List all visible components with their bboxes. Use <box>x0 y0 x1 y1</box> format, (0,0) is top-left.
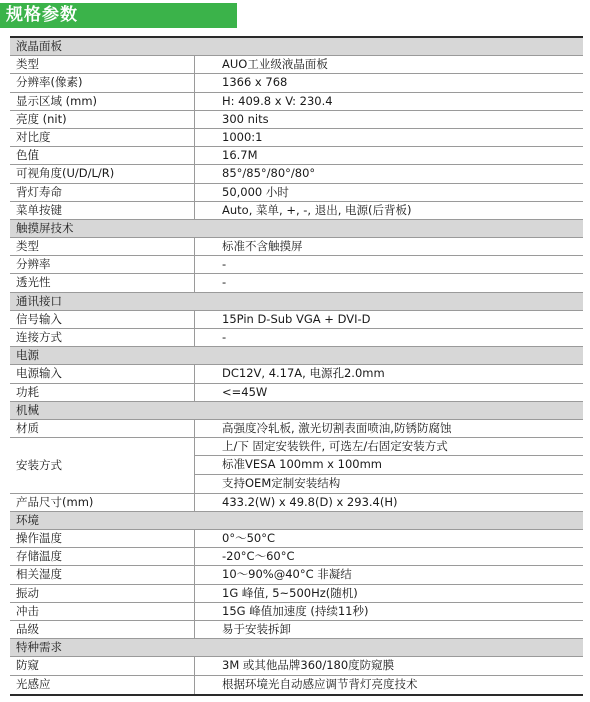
spec-value: 根据环境光自动感应调节背灯亮度技术 <box>222 676 418 691</box>
spec-value: 支持OEM定制安装结构 <box>222 475 341 490</box>
spec-label: 电源输入 <box>10 365 195 382</box>
spec-row <box>10 238 583 256</box>
spec-label: 亮度 (nit) <box>10 111 195 128</box>
spec-row <box>10 438 583 494</box>
spec-label: 材质 <box>10 420 195 437</box>
spec-row <box>10 274 583 292</box>
spec-value: 50,000 小时 <box>222 184 289 199</box>
spec-value: - <box>222 330 227 344</box>
spec-value: 0°～50°C <box>222 531 275 546</box>
spec-label: 分辨率 <box>10 256 195 273</box>
spec-row <box>10 129 583 147</box>
spec-value: - <box>222 257 227 272</box>
section-header: 通讯接口 <box>10 293 583 311</box>
section-header: 触摸屏技术 <box>10 220 583 238</box>
spec-value: 433.2(W) x 49.8(D) x 293.4(H) <box>222 494 398 509</box>
spec-value: 1366 x 768 <box>222 75 288 90</box>
spec-row <box>10 74 583 92</box>
spec-label: 透光性 <box>10 274 195 291</box>
spec-value: 15Pin D-Sub VGA + DVI-D <box>222 311 371 326</box>
spec-value: 85°/85°/80°/80° <box>222 166 316 181</box>
spec-value: DC12V, 4.17A, 电源孔2.0mm <box>222 366 385 381</box>
section-header: 特种需求 <box>10 639 583 657</box>
spec-row <box>10 93 583 111</box>
spec-label: 存储温度 <box>10 548 195 565</box>
spec-row <box>10 621 583 639</box>
spec-label: 显示区域 (mm) <box>10 93 195 110</box>
spec-label: 类型 <box>10 56 195 73</box>
spec-value: 300 nits <box>222 111 269 126</box>
spec-row <box>10 657 583 675</box>
spec-row <box>10 184 583 202</box>
spec-label: 类型 <box>10 238 195 255</box>
section-header: 环境 <box>10 512 583 530</box>
spec-value: - <box>222 275 227 290</box>
spec-label: 相关湿度 <box>10 566 195 583</box>
spec-value: AUO工业级液晶面板 <box>222 57 328 72</box>
spec-row <box>10 548 583 566</box>
spec-row <box>10 384 583 402</box>
spec-label: 防窥 <box>10 657 195 674</box>
spec-row <box>10 111 583 129</box>
section-header: 电源 <box>10 347 583 365</box>
spec-value: 10～90%@40°C 非凝结 <box>222 567 352 582</box>
spec-value: 易于安装拆卸 <box>222 622 291 636</box>
spec-value: 标准VESA 100mm x 100mm <box>195 456 583 474</box>
section-header: 液晶面板 <box>10 38 583 56</box>
spec-label: 冲击 <box>10 603 195 620</box>
spec-row <box>10 530 583 548</box>
spec-label: 功耗 <box>10 384 195 401</box>
spec-label: 可视角度(U/D/L/R) <box>10 165 195 182</box>
spec-label: 振动 <box>10 585 195 602</box>
spec-value: 上/下 固定安装铁件, 可选左/右固定安装方式 <box>195 438 583 456</box>
spec-label: 产品尺寸(mm) <box>10 494 195 511</box>
spec-row <box>10 585 583 603</box>
section-header: 机械 <box>10 402 583 420</box>
spec-row <box>10 256 583 274</box>
spec-value: <=45W <box>222 384 268 399</box>
spec-row <box>10 566 583 584</box>
spec-label: 操作温度 <box>10 530 195 547</box>
spec-row <box>10 365 583 383</box>
spec-value: 1000:1 <box>222 129 263 144</box>
spec-value: 1G 峰值, 5~500Hz(随机) <box>222 585 358 600</box>
spec-label: 连接方式 <box>10 329 195 346</box>
spec-label: 光感应 <box>10 676 195 694</box>
spec-label: 信号输入 <box>10 311 195 328</box>
spec-row <box>10 329 583 347</box>
spec-label: 菜单按键 <box>10 202 195 219</box>
spec-label: 背灯寿命 <box>10 184 195 201</box>
spec-value: Auto, 菜单, +, -, 退出, 电源(后背板) <box>222 202 412 217</box>
spec-row <box>10 165 583 183</box>
spec-value: 15G 峰值加速度 (持续11秒) <box>222 603 369 618</box>
spec-value: 高强度冷轧板, 激光切割表面喷油,防锈防腐蚀 <box>222 420 452 435</box>
spec-label: 品级 <box>10 621 195 638</box>
spec-label: 对比度 <box>10 129 195 146</box>
page-title: 规格参数 <box>0 3 237 28</box>
spec-value: -20°C～60°C <box>222 549 295 564</box>
spec-row <box>10 202 583 220</box>
spec-label: 色值 <box>10 147 195 164</box>
spec-row <box>10 603 583 621</box>
spec-label: 安装方式 <box>10 438 195 493</box>
spec-row <box>10 147 583 165</box>
spec-row <box>10 420 583 438</box>
spec-row <box>10 56 583 74</box>
spec-row <box>10 311 583 329</box>
spec-row <box>10 676 583 694</box>
spec-row <box>10 494 583 512</box>
spec-label: 分辨率(像素) <box>10 74 195 91</box>
spec-value: 16.7M <box>222 148 258 163</box>
spec-value: 标准不含触摸屏 <box>222 239 303 254</box>
spec-value: H: 409.8 x V: 230.4 <box>222 93 333 108</box>
spec-values <box>195 438 583 493</box>
spec-value: 3M 或其他品牌360/180度防窥膜 <box>222 658 395 673</box>
spec-table <box>10 36 583 696</box>
